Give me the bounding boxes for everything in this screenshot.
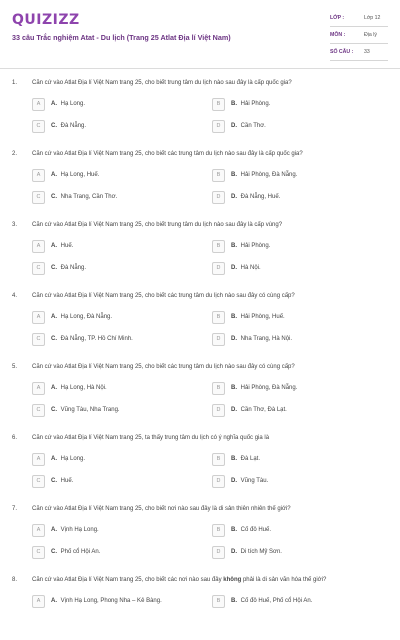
option-a[interactable]: [32, 168, 197, 182]
option-text: Vịnh Hạ Long, Phong Nha – Kẻ Bàng.: [60, 598, 162, 604]
option-text: Đà Lạt.: [240, 456, 261, 462]
option-b[interactable]: [212, 523, 377, 537]
option-d[interactable]: [212, 190, 377, 204]
option-text: Nha Trang, Hà Nội.: [240, 336, 293, 342]
question-1: [0, 72, 400, 143]
option-letter-box: A: [32, 98, 45, 111]
question-number: 8.: [12, 577, 18, 583]
header: [12, 10, 388, 68]
option-text: Hạ Long.: [60, 101, 86, 107]
question-6: [0, 427, 400, 498]
option-c[interactable]: [32, 190, 197, 204]
option-letter-box: A: [32, 524, 45, 537]
option-text: Đà Nẵng, TP. Hồ Chí Minh.: [60, 336, 133, 342]
option-a[interactable]: [32, 239, 197, 253]
option-letter-box: B: [212, 524, 225, 537]
option-key: C.: [51, 194, 57, 200]
option-letter-box: B: [212, 382, 225, 395]
option-text: Đà Nẵng, Huế.: [240, 194, 281, 200]
option-a[interactable]: [32, 523, 197, 537]
header-divider: [0, 68, 400, 69]
meta-label: LỚP :: [330, 15, 345, 21]
option-text: Vũng Tàu, Nha Trang.: [60, 407, 120, 413]
option-text: Hải Phòng.: [240, 243, 271, 249]
option-key: A.: [51, 243, 57, 249]
option-key: A.: [51, 172, 57, 178]
question-2: [0, 143, 400, 214]
question-text: Căn cứ vào Atlat Địa lí Việt Nam trang 25, cho biết nơi nào sau đây là di sản thiên nhiên thế giới?: [32, 506, 291, 512]
option-text: Huế.: [60, 478, 74, 484]
meta-table: [330, 10, 388, 61]
option-letter-box: B: [212, 453, 225, 466]
option-b[interactable]: [212, 381, 377, 395]
option-text: Hạ Long, Đà Nẵng.: [60, 314, 113, 320]
option-letter-box: C: [32, 546, 45, 559]
option-text: Hạ Long.: [60, 456, 86, 462]
option-text: Hạ Long, Huế.: [60, 172, 100, 178]
option-d[interactable]: [212, 261, 377, 275]
option-letter-box: B: [212, 240, 225, 253]
option-key: D.: [231, 549, 237, 555]
option-text: Hải Phòng, Huế.: [240, 314, 285, 320]
option-letter-box: A: [32, 382, 45, 395]
document-title: 33 câu Trắc nghiệm Atat - Du lịch (Trang 25 Atlat Địa lí Việt Nam): [12, 33, 231, 42]
option-text: Đà Nẵng.: [60, 265, 87, 271]
question-8: [0, 569, 400, 640]
question-text: Căn cứ vào Atlat Địa lí Việt Nam trang 25, cho biết trung tâm du lịch nào sau đây là cấp vùng?: [32, 222, 283, 228]
option-b[interactable]: [212, 452, 377, 466]
option-key: A.: [51, 314, 57, 320]
question-text: Căn cứ vào Atlat Địa lí Việt Nam trang 25, cho biết các trung tâm du lịch nào sau đây là cấp quốc gia?: [32, 151, 303, 157]
option-key: B.: [231, 598, 237, 604]
option-key: B.: [231, 172, 237, 178]
option-a[interactable]: [32, 452, 197, 466]
option-text: Huế.: [60, 243, 74, 249]
option-key: B.: [231, 101, 237, 107]
option-key: D.: [231, 265, 237, 271]
emphasis-not: không: [223, 577, 242, 583]
option-text: Vịnh Hạ Long.: [60, 527, 99, 533]
option-a[interactable]: [32, 594, 197, 608]
option-key: C.: [51, 549, 57, 555]
option-letter-box: A: [32, 595, 45, 608]
option-key: C.: [51, 478, 57, 484]
option-key: D.: [231, 123, 237, 129]
option-key: B.: [231, 456, 237, 462]
option-b[interactable]: [212, 239, 377, 253]
option-key: B.: [231, 385, 237, 391]
question-7: [0, 498, 400, 569]
question-text: Căn cứ vào Atlat Địa lí Việt Nam trang 25, cho biết các nơi nào sau đây không phải là di sản văn hóa thế giới?: [32, 577, 327, 583]
option-text: Đà Nẵng.: [60, 123, 87, 129]
meta-value: Địa lý: [364, 32, 377, 38]
option-key: B.: [231, 314, 237, 320]
question-5: [0, 356, 400, 427]
question-list: [0, 72, 400, 640]
option-a[interactable]: [32, 381, 197, 395]
option-letter-box: B: [212, 169, 225, 182]
option-a[interactable]: [32, 97, 197, 111]
question-number: 3.: [12, 222, 18, 228]
option-letter-box: D: [212, 475, 225, 488]
option-letter-box: D: [212, 333, 225, 346]
option-d[interactable]: [212, 474, 377, 488]
question-text: Căn cứ vào Atlat Địa lí Việt Nam trang 25, cho biết trung tâm du lịch nào sau đây là cấp quốc gia?: [32, 80, 292, 86]
option-letter-box: D: [212, 120, 225, 133]
option-b[interactable]: [212, 168, 377, 182]
option-d[interactable]: [212, 403, 377, 417]
option-key: D.: [231, 478, 237, 484]
option-key: D.: [231, 194, 237, 200]
question-4: [0, 285, 400, 356]
option-c[interactable]: [32, 332, 197, 346]
meta-row-question-count: [330, 44, 388, 61]
option-letter-box: D: [212, 404, 225, 417]
question-text: Căn cứ vào Atlat Địa lí Việt Nam trang 25, ta thấy trung tâm du lịch có ý nghĩa quốc gia là: [32, 435, 270, 441]
option-d[interactable]: [212, 545, 377, 559]
option-text: Cần Thơ, Đà Lạt.: [240, 407, 287, 413]
option-letter-box: B: [212, 311, 225, 324]
meta-label: SỐ CÂU :: [330, 49, 354, 55]
option-letter-box: C: [32, 191, 45, 204]
option-letter-box: A: [32, 453, 45, 466]
option-key: C.: [51, 336, 57, 342]
option-key: A.: [51, 598, 57, 604]
option-b[interactable]: [212, 594, 377, 608]
option-key: C.: [51, 407, 57, 413]
option-letter-box: A: [32, 240, 45, 253]
option-text: Cần Thơ.: [240, 123, 266, 129]
option-c[interactable]: [32, 119, 197, 133]
question-number: 4.: [12, 293, 18, 299]
option-key: C.: [51, 123, 57, 129]
option-letter-box: D: [212, 191, 225, 204]
option-text: Hải Phòng.: [240, 101, 271, 107]
option-letter-box: A: [32, 169, 45, 182]
meta-row-grade: [330, 10, 388, 27]
option-text: Hạ Long, Hà Nội.: [60, 385, 107, 391]
option-letter-box: D: [212, 546, 225, 559]
option-text: Hải Phòng, Đà Nẵng.: [240, 172, 298, 178]
option-letter-box: A: [32, 311, 45, 324]
meta-label: MÔN :: [330, 32, 346, 38]
option-letter-box: C: [32, 333, 45, 346]
option-key: D.: [231, 336, 237, 342]
meta-row-subject: [330, 27, 388, 44]
quizizz-logo: QUIZIZZ: [12, 12, 80, 28]
option-a[interactable]: [32, 310, 197, 324]
option-key: A.: [51, 385, 57, 391]
question-text: Căn cứ vào Atlat Địa lí Việt Nam trang 25, cho biết các trung tâm du lịch nào sau đây có cùng cấp?: [32, 293, 295, 299]
option-letter-box: D: [212, 262, 225, 275]
option-key: D.: [231, 407, 237, 413]
meta-value: Lớp 12: [364, 15, 381, 21]
option-key: A.: [51, 527, 57, 533]
option-key: B.: [231, 527, 237, 533]
option-letter-box: C: [32, 120, 45, 133]
option-key: A.: [51, 101, 57, 107]
option-c[interactable]: [32, 474, 197, 488]
option-d[interactable]: [212, 332, 377, 346]
question-number: 2.: [12, 151, 18, 157]
option-text: Cố đô Huế.: [240, 527, 272, 533]
option-c[interactable]: [32, 403, 197, 417]
option-d[interactable]: [212, 119, 377, 133]
question-number: 5.: [12, 364, 18, 370]
question-number: 1.: [12, 80, 18, 86]
option-key: B.: [231, 243, 237, 249]
option-letter-box: C: [32, 262, 45, 275]
option-text: Hà Nội.: [240, 265, 261, 271]
option-c[interactable]: [32, 261, 197, 275]
question-3: [0, 214, 400, 285]
meta-value: 33: [364, 49, 370, 55]
option-letter-box: C: [32, 404, 45, 417]
option-text: Hải Phòng, Đà Nẵng.: [240, 385, 298, 391]
option-text: Cố đô Huế, Phố cổ Hội An.: [240, 598, 313, 604]
option-letter-box: B: [212, 98, 225, 111]
question-text: Căn cứ vào Atlat Địa lí Việt Nam trang 25, cho biết các trung tâm du lịch nào sau đây có cùng cấp?: [32, 364, 295, 370]
option-b[interactable]: [212, 310, 377, 324]
question-number: 7.: [12, 506, 18, 512]
option-key: C.: [51, 265, 57, 271]
option-letter-box: B: [212, 595, 225, 608]
option-text: Di tích Mỹ Sơn.: [240, 549, 282, 555]
option-b[interactable]: [212, 97, 377, 111]
option-c[interactable]: [32, 545, 197, 559]
question-number: 6.: [12, 435, 18, 441]
option-text: Nha Trang, Cần Thơ.: [60, 194, 118, 200]
option-key: A.: [51, 456, 57, 462]
option-text: Vũng Tàu.: [240, 478, 269, 484]
option-letter-box: C: [32, 475, 45, 488]
option-text: Phố cổ Hội An.: [60, 549, 101, 555]
